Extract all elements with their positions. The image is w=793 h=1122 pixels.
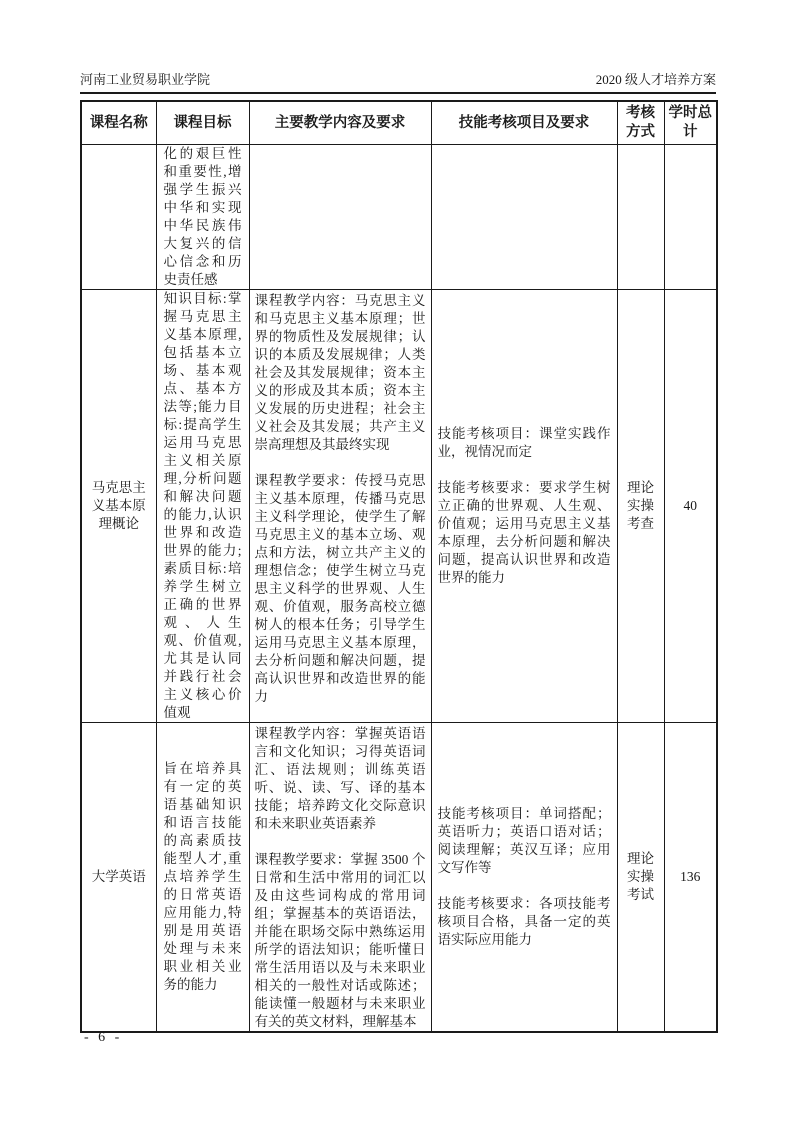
skill-assessment-cell: [431, 145, 617, 290]
header-document-title: 2020 级人才培养方案: [595, 72, 716, 87]
assessment-method-cell: 理论实操考查: [617, 290, 664, 723]
course-objectives-cell: 知识目标:掌握马克思主义基本原理,包括基本立场、基本观点、基本方法等;能力目标:提高学生运用马克思主义相关原理,分析问题和解决问题的能力,认识世界和改造世界的能力;素质目标:培养学生树立正确的世界观、人生观、价值观,尤其是认同并践行社会主义核心价值观: [156, 290, 249, 723]
total-hours-cell: 136: [664, 723, 717, 1033]
header-divider: [80, 92, 716, 94]
header-school-name: 河南工业贸易职业学院: [80, 72, 211, 87]
teaching-content-cell: [249, 290, 431, 723]
column-header-course-name: 课程名称: [81, 101, 156, 145]
table-header-row: [81, 101, 717, 145]
assessment-requirements-paragraph: 技能考核要求：各项技能考核项目合格，具备一定的英语实际应用能力: [437, 896, 611, 947]
curriculum-table: [80, 100, 718, 1033]
course-name-cell: 大学英语: [81, 723, 156, 1033]
page-number: - 6 -: [84, 1030, 123, 1045]
total-hours-cell: 40: [664, 290, 717, 723]
assessment-items-paragraph: 技能考核项目：单词搭配；英语听力；英语口语对话；阅读理解；英汉互译；应用文写作等: [437, 806, 611, 875]
course-name-cell: [81, 145, 156, 290]
table-row-marxism: [81, 290, 717, 723]
column-header-method: 考核方式: [617, 101, 664, 145]
teaching-content-paragraph: 课程教学内容：马克思主义和马克思主义基本原理；世界的物质性及发展规律；认识的本质及发展规律；人类社会及其发展规律；资本主义的形成及其本质；资本主义发展的历史进程；社会主义社会及其发展；共产主义崇高理想及其最终实现: [254, 293, 426, 452]
teaching-requirements-paragraph: 课程教学要求：传授马克思主义基本原理，传播马克思主义科学理论，使学生了解马克思主义的基本立场、观点和方法，树立共产主义的理想信念；使学生树立马克思主义科学的世界观、人生观、价值观，服务高校立德树人的根本任务；引导学生运用马克思主义基本原理，去分析问题和解决问题，提高认识世界和改造世界的能力: [254, 473, 426, 704]
assessment-items-paragraph: 技能考核项目：课堂实践作业，视情况而定: [437, 426, 611, 459]
skill-assessment-cell: [431, 290, 617, 723]
assessment-requirements-paragraph: 技能考核要求：要求学生树立正确的世界观、人生观、价值观；运用马克思主义基本原理，去分析问题和解决问题，提高认识世界和改造世界的能力: [437, 480, 611, 585]
column-header-assessment: 技能考核项目及要求: [431, 101, 617, 145]
assessment-method-cell: 理论实操考试: [617, 723, 664, 1033]
assessment-method-cell: [617, 145, 664, 290]
column-header-content: 主要教学内容及要求: [249, 101, 431, 145]
column-header-hours: 学时总计: [664, 101, 717, 145]
skill-assessment-cell: [431, 723, 617, 1033]
teaching-content-cell: [249, 723, 431, 1033]
course-objectives-cell: 化的艰巨性和重要性,增强学生振兴中华和实现中华民族伟大复兴的信心信念和历史责任感: [156, 145, 249, 290]
page-header: [80, 72, 716, 88]
teaching-content-paragraph: 课程教学内容：掌握英语语言和文化知识；习得英语词汇、语法规则；训练英语听、说、读、写、译的基本技能；培养跨文化交际意识和未来职业英语素养: [254, 726, 426, 831]
course-name-cell: 马克思主义基本原理概论: [81, 290, 156, 723]
teaching-requirements-paragraph: 课程教学要求：掌握 3500 个日常和生活中常用的词汇以及由这些词构成的常用词组；掌握基本的英语语法，并能在职场交际中熟练运用所学的语法知识；能听懂日常生活用语以及与未来职业相关的一般性对话或陈述；能读懂一般题材与未来职业有关的英文材料，理解基本: [254, 852, 426, 1029]
column-header-objectives: 课程目标: [156, 101, 249, 145]
teaching-content-cell: [249, 145, 431, 290]
table-row-college-english: [81, 723, 717, 1033]
course-objectives-cell: 旨在培养具有一定的英语基础知识和语言技能的高素质技能型人才,重点培养学生的日常英语应用能力,特别是用英语处理与未来职业相关业务的能力: [156, 723, 249, 1033]
total-hours-cell: [664, 145, 717, 290]
table-row-continuation: [81, 145, 717, 290]
